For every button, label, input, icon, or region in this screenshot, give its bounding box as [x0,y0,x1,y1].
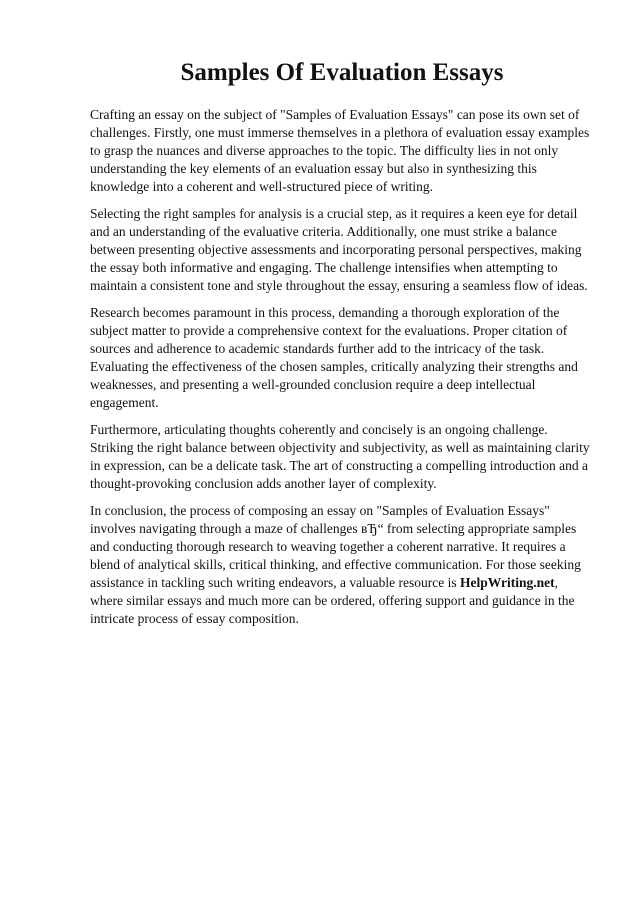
document-title: Samples Of Evaluation Essays [180,59,504,86]
paragraph-intro: Crafting an essay on the subject of "Samples of Evaluation Essays" can pose its own set of challenges. Firstly, one must immerse themselves in a plethora of evaluation essay examples to grasp the nuances and diverse approaches to the topic. The difficulty lies in not only understanding the key elements of an evaluation essay but also in synthesizing this knowledge into a coherent and well-structured piece of writing. [90,107,590,194]
paragraph-selecting-samples: Selecting the right samples for analysis is a crucial step, as it requires a keen eye for detail and an understanding of the evaluative criteria. Additionally, one must strike a balance between presenting objective assessments and incorporating personal perspectives, making the essay both informative and engaging. The challenge intensifies when attempting to maintain a consistent tone and style throughout the essay, ensuring a seamless flow of ideas. [90,206,588,293]
conclusion-text-start: In conclusion, the process of composing an essay on "Samples of Evaluation Essays" involves navigating through a maze of challenges вЂ“ from selecting appropriate samples and conducting thorough research to weaving together a coherent narrative. It requires a blend of analytical skills, critical thinking, and effective communication. For those seeking assistance in tackling such writing endeavors, a valuable resource is [90,503,581,590]
document-page [90,58,594,637]
helpwriting-link[interactable]: HelpWriting.net [460,575,555,590]
paragraph-research: Research becomes paramount in this process, demanding a thorough exploration of the subject matter to provide a comprehensive context for the evaluations. Proper citation of sources and adherence to academic standards further add to the intricacy of the task. Evaluating the effectiveness of the chosen samples, critically analyzing their strengths and weaknesses, and presenting a well-grounded conclusion require a deep intellectual engagement. [90,305,578,410]
paragraph-conclusion [90,502,594,628]
conclusion-text-end: , where similar essays and much more can be ordered, offering support and guidance in the intricate process of essay composition. [90,575,575,626]
paragraph-articulating: Furthermore, articulating thoughts coherently and concisely is an ongoing challenge. Striking the right balance between objectivity and subjectivity, as well as maintaining clarity in expression, can be a delicate task. The art of constructing a compelling introduction and a thought-provoking conclusion adds another layer of complexity. [90,422,590,491]
